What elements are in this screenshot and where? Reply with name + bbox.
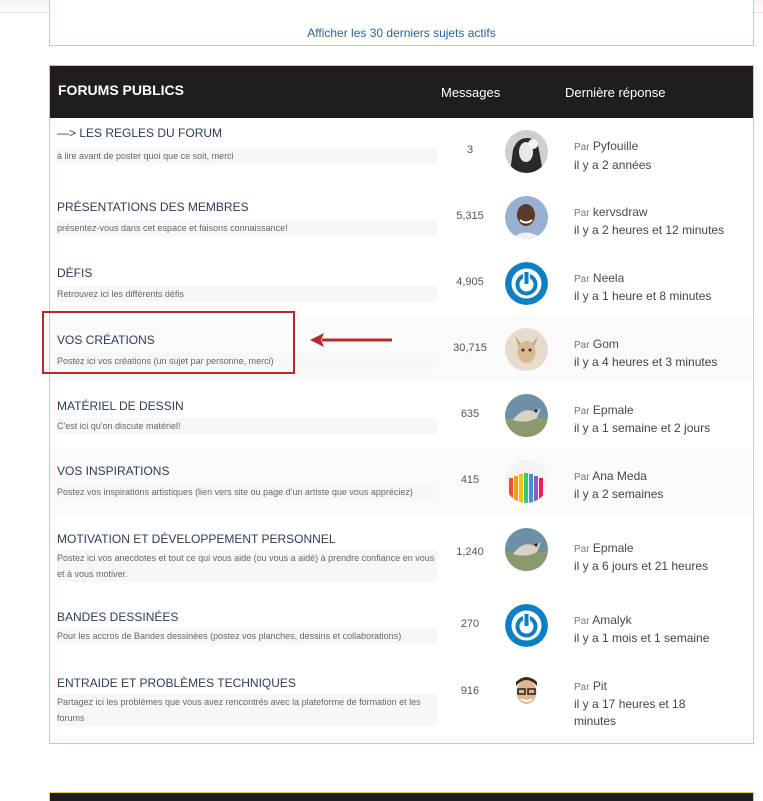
last-poster bbox=[574, 541, 634, 555]
by-prefix: Par bbox=[574, 340, 590, 351]
last-poster-link[interactable]: Epmale bbox=[592, 541, 634, 555]
last-post-time[interactable]: il y a 1 mois et 1 semaine bbox=[574, 631, 710, 645]
last-poster-link[interactable]: Gom bbox=[592, 337, 619, 351]
by-prefix: Par bbox=[574, 616, 590, 627]
by-prefix: Par bbox=[574, 274, 590, 285]
by-prefix: Par bbox=[574, 406, 590, 417]
last-poster-link[interactable]: Amalyk bbox=[592, 613, 632, 627]
power-logo-icon[interactable] bbox=[505, 262, 548, 305]
message-count: 4,905 bbox=[456, 276, 484, 288]
forum-title-link[interactable]: VOS INSPIRATIONS bbox=[57, 464, 170, 478]
last-poster bbox=[574, 469, 647, 483]
last-poster-link[interactable]: Ana Meda bbox=[592, 469, 647, 483]
last-reply-column-header: Dernière réponse bbox=[565, 85, 666, 100]
forum-description: Postez ici vos anecdotes et tout ce qui vous aide (ou vous a aidé) à prendre confiance en vous et à vous motiver. bbox=[57, 550, 437, 582]
last-post-time[interactable]: il y a 4 heures et 3 minutes bbox=[574, 355, 718, 369]
user-avatar[interactable] bbox=[505, 670, 548, 713]
last-poster bbox=[574, 337, 619, 351]
power-logo-icon[interactable] bbox=[505, 604, 548, 647]
forum-row bbox=[50, 594, 753, 660]
public-forums-table bbox=[49, 65, 754, 744]
last-post-time[interactable]: il y a 2 heures et 12 minutes bbox=[574, 223, 725, 237]
forum-title-link[interactable]: —> LES REGLES DU FORUM bbox=[57, 126, 223, 140]
forum-title-link[interactable]: MATÉRIEL DE DESSIN bbox=[57, 399, 184, 413]
highlight-annotation-box bbox=[42, 311, 295, 374]
user-avatar[interactable] bbox=[505, 394, 548, 437]
last-poster-link[interactable]: Epmale bbox=[592, 403, 634, 417]
message-count: 5,315 bbox=[456, 210, 484, 222]
recent-topics-link[interactable]: Afficher les 30 derniers sujets actifs bbox=[307, 26, 496, 40]
last-poster bbox=[574, 271, 624, 285]
last-poster-link[interactable]: Neela bbox=[592, 271, 625, 285]
forum-title-link[interactable]: VOS CRÉATIONS bbox=[57, 333, 155, 347]
forum-row bbox=[50, 118, 753, 184]
user-avatar[interactable] bbox=[505, 460, 548, 503]
forum-row bbox=[50, 448, 753, 514]
forum-description: Postez vos inspirations artistiques (lien vers site ou page d'un artiste que vous appréciez) bbox=[57, 484, 437, 500]
user-avatar[interactable] bbox=[505, 130, 548, 173]
forum-table-header bbox=[50, 66, 753, 118]
user-avatar[interactable] bbox=[505, 196, 548, 239]
arrow-left-icon bbox=[308, 331, 394, 351]
user-avatar[interactable] bbox=[505, 328, 548, 371]
forum-description: C'est ici qu'on discute matériel! bbox=[57, 418, 437, 434]
forum-row bbox=[50, 382, 753, 448]
forum-title-link[interactable]: PRÉSENTATIONS DES MEMBRES bbox=[57, 200, 249, 214]
by-prefix: Par bbox=[574, 142, 590, 153]
by-prefix: Par bbox=[574, 208, 590, 219]
message-count: 415 bbox=[460, 474, 480, 486]
user-avatar[interactable] bbox=[505, 528, 548, 571]
forum-row bbox=[50, 184, 753, 250]
forum-description: présentez-vous dans cet espace et faisons connaissance! bbox=[57, 220, 437, 236]
by-prefix: Par bbox=[574, 682, 590, 693]
last-post-time[interactable]: il y a 6 jours et 21 heures bbox=[574, 559, 709, 573]
last-poster bbox=[574, 205, 648, 219]
last-poster bbox=[574, 139, 638, 153]
last-post-time[interactable]: il y a 1 heure et 8 minutes bbox=[574, 289, 712, 303]
message-count: 635 bbox=[460, 408, 480, 420]
by-prefix: Par bbox=[574, 544, 590, 555]
recent-topics-box bbox=[49, 0, 754, 46]
forum-description: Retrouvez ici les différents défis bbox=[57, 286, 437, 302]
forum-description: Postez ici vos créations (un sujet par personne, merci) bbox=[57, 353, 437, 369]
last-poster-link[interactable]: Pyfouille bbox=[592, 139, 639, 153]
last-poster bbox=[574, 403, 634, 417]
messages-column-header: Messages bbox=[441, 85, 501, 100]
last-post-time[interactable]: il y a 2 années bbox=[574, 158, 652, 172]
forum-description: à lire avant de poster quoi que ce soit, merci bbox=[57, 148, 437, 164]
last-poster bbox=[574, 613, 632, 627]
last-post-time[interactable]: il y a 17 heures et 18 minutes bbox=[574, 697, 686, 728]
message-count: 3 bbox=[466, 144, 474, 156]
last-poster bbox=[574, 679, 607, 693]
forum-row bbox=[50, 514, 753, 594]
forum-section-title: FORUMS PUBLICS bbox=[58, 82, 184, 98]
forum-title-link[interactable]: ENTRAIDE ET PROBLÈMES TECHNIQUES bbox=[57, 676, 296, 690]
message-count: 916 bbox=[460, 685, 480, 697]
last-poster-link[interactable]: kervsdraw bbox=[592, 205, 648, 219]
last-post-time[interactable]: il y a 1 semaine et 2 jours bbox=[574, 421, 711, 435]
forum-description: Partagez ici les problèmes que vous avez rencontrés avec la plateforme de formation et les forums bbox=[57, 694, 437, 726]
forum-row bbox=[50, 660, 753, 743]
by-prefix: Par bbox=[574, 472, 590, 483]
forum-description: Pour les accros de Bandes dessinées (postez vos planches, dessins et collaborations) bbox=[57, 628, 437, 644]
forum-title-link[interactable]: DÉFIS bbox=[57, 266, 93, 280]
forum-row bbox=[50, 250, 753, 316]
message-count: 1,240 bbox=[456, 546, 484, 558]
forum-title-link[interactable]: BANDES DESSINÉES bbox=[57, 610, 179, 624]
message-count: 270 bbox=[460, 618, 480, 630]
last-poster-link[interactable]: Pit bbox=[592, 679, 607, 693]
last-post-time[interactable]: il y a 2 semaines bbox=[574, 487, 664, 501]
message-count: 30,715 bbox=[453, 342, 487, 354]
forum-title-link[interactable]: MOTIVATION ET DÉVELOPPEMENT PERSONNEL bbox=[57, 532, 336, 546]
